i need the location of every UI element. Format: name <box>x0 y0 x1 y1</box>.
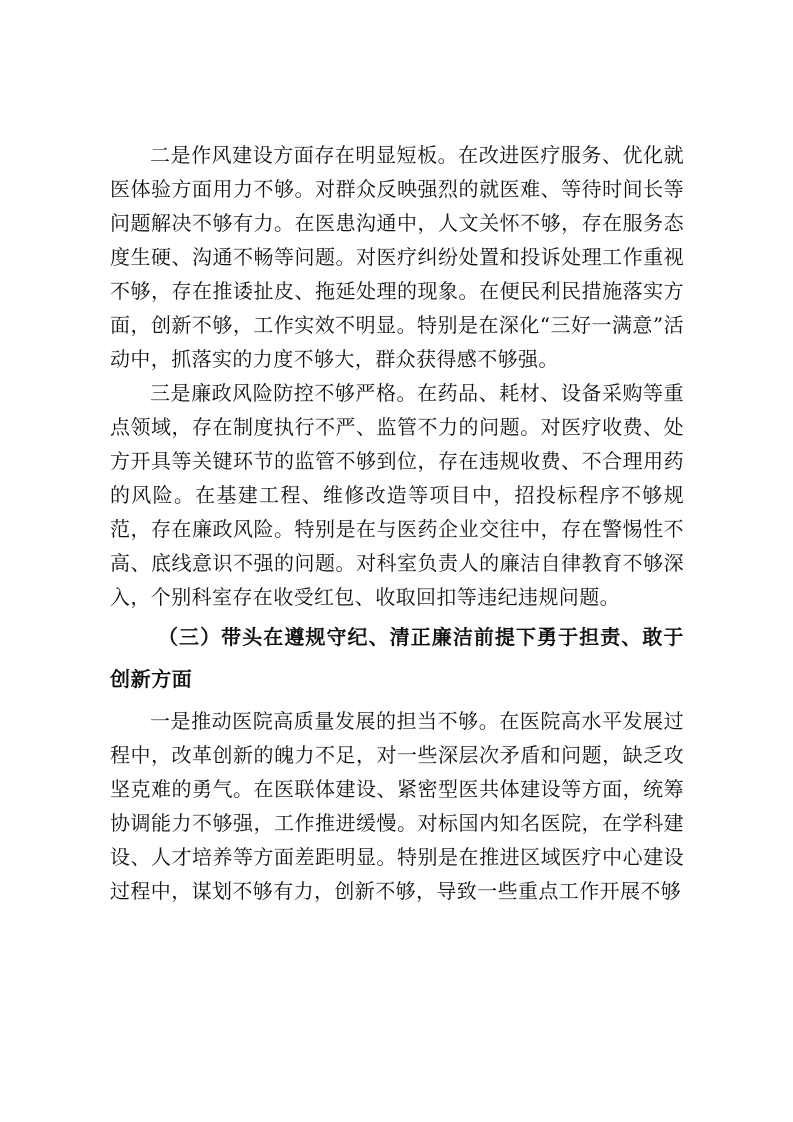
paragraph-integrity-risk: 三是廉政风险防控不够严格。在药品、耗材、设备采购等重点领域，存在制度执行不严、监管不力的问题。对医疗收费、处方开具等关键环节的监管不够到位，存在违规收费、不合理用药的风险。在基建工程、维修改造等项目中，招投标程序不够规范，存在廉政风险。特别是在与医药企业交往中，存在警惕性不高、底线意识不强的问题。对科室负责人的廉洁自律教育不够深入，个别科室存在收受红包、收取回扣等违纪违规问题。 <box>110 381 684 609</box>
section-heading-3: （三）带头在遵规守纪、清正廉洁前提下勇于担责、敢于创新方面 <box>110 625 684 691</box>
paragraph-high-quality-development: 一是推动医院高质量发展的担当不够。在医院高水平发展过程中，改革创新的魄力不足，对一些深层次矛盾和问题，缺乏攻坚克难的勇气。在医联体建设、紧密型医共体建设等方面，统筹协调能力不够强，工作推进缓慢。对标国内知名医院，在学科建设、人才培养等方面差距明显。特别是在推进区域医疗中心建设过程中，谋划不够有力，创新不够，导致一些重点工作开展不够 <box>110 709 684 903</box>
paragraph-work-style: 二是作风建设方面存在明显短板。在改进医疗服务、优化就医体验方面用力不够。对群众反映强烈的就医难、等待时间长等问题解决不够有力。在医患沟通中，人文关怀不够，存在服务态度生硬、沟通不畅等问题。对医疗纠纷处置和投诉处理工作重视不够，存在推诿扯皮、拖延处理的现象。在便民利民措施落实方面，创新不够，工作实效不明显。特别是在深化“三好一满意”活动中，抓落实的力度不够大，群众获得感不够强。 <box>110 143 684 371</box>
document-body <box>110 138 684 908</box>
